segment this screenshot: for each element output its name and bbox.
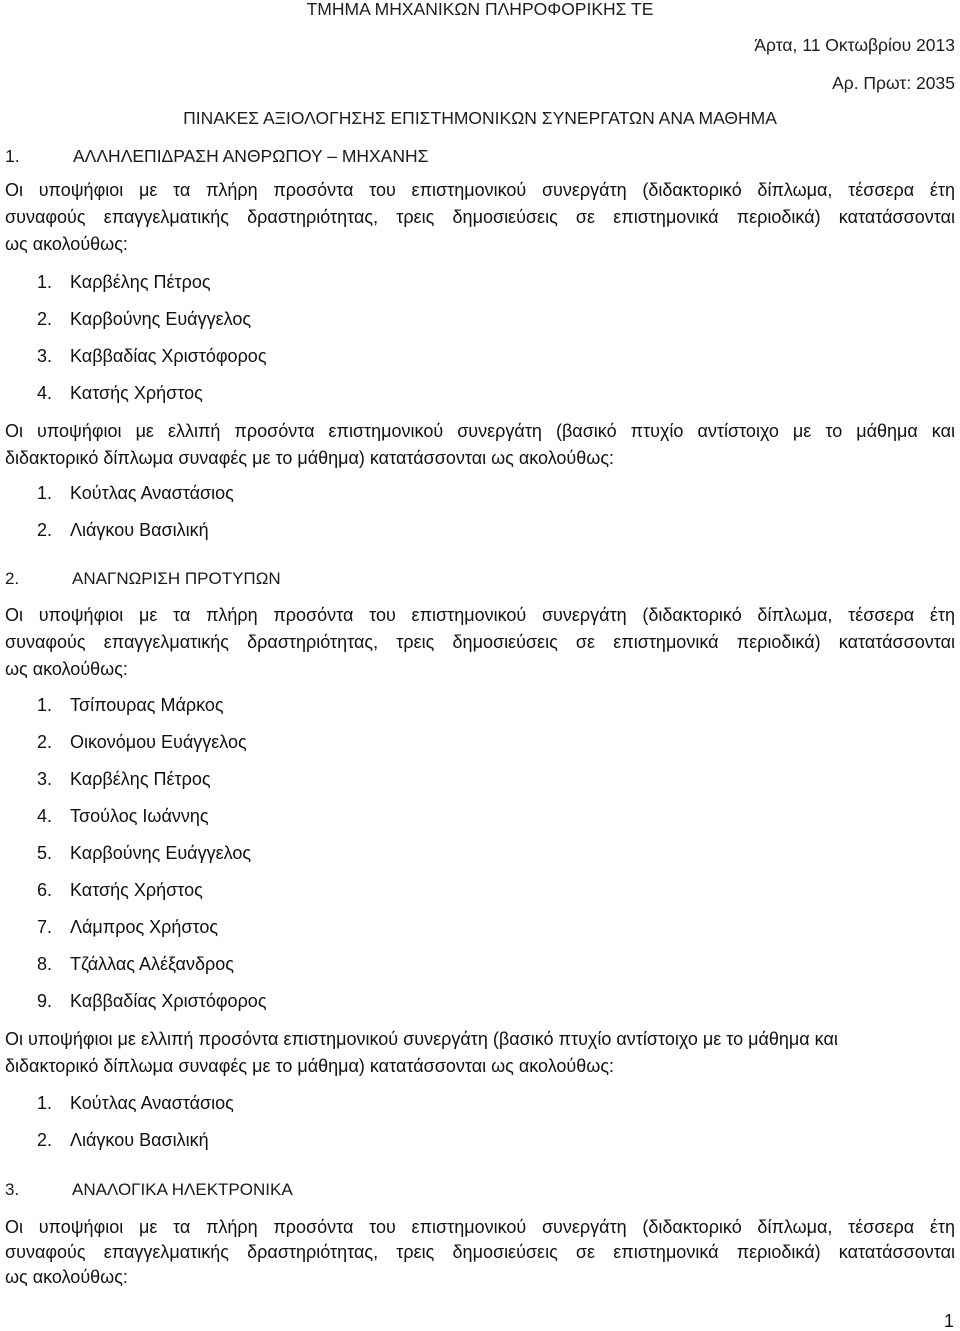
paragraph-line: συναφούς επαγγελματικής δραστηριότητας, τρεις δημοσιεύσεις σε επιστημονικά περιοδικά) κατατάσσονται bbox=[5, 207, 955, 227]
partial-qualifications-paragraph bbox=[5, 418, 955, 472]
candidate-list bbox=[0, 475, 960, 549]
paragraph-line: Οι υποψήφιοι με τα πλήρη προσόντα του επιστημονικού συνεργάτη (διδακτορικό δίπλωμα, τέσσερα έτη bbox=[5, 1217, 955, 1237]
candidate-item bbox=[0, 798, 960, 835]
full-qualifications-paragraph bbox=[5, 177, 955, 258]
candidate-item bbox=[0, 1085, 960, 1122]
candidate-rank: 4. bbox=[37, 383, 53, 403]
section-heading bbox=[0, 1176, 960, 1203]
candidate-name: Λιάγκου Βασιλική bbox=[70, 1130, 209, 1150]
paragraph-line: Οι υποψήφιοι με ελλιπή προσόντα επιστημονικού συνεργάτη (βασικό πτυχίο αντίστοιχο με το μάθημα και bbox=[5, 1029, 838, 1049]
section-number: 3. bbox=[5, 1180, 20, 1199]
candidate-name: Καρβούνης Ευάγγελος bbox=[70, 843, 252, 863]
paragraph-line: ως ακολούθως: bbox=[5, 234, 128, 254]
candidate-name: Οικονόμου Ευάγγελος bbox=[70, 732, 247, 752]
candidate-rank: 8. bbox=[37, 954, 53, 974]
course-name: ΑΝΑΛΟΓΙΚΑ ΗΛΕΚΤΡΟΝΙΚΑ bbox=[72, 1180, 293, 1199]
candidate-list bbox=[0, 264, 960, 412]
candidate-rank: 2. bbox=[37, 309, 53, 329]
full-qualifications-paragraph bbox=[5, 1215, 955, 1290]
candidate-name: Κατσής Χρήστος bbox=[70, 880, 203, 900]
partial-qualifications-paragraph bbox=[5, 1026, 955, 1080]
candidate-rank: 1. bbox=[37, 1093, 53, 1113]
candidate-rank: 5. bbox=[37, 843, 53, 863]
candidate-name: Καββαδίας Χριστόφορος bbox=[70, 346, 267, 366]
candidate-name: Λάμπρος Χρήστος bbox=[70, 917, 219, 937]
candidate-rank: 7. bbox=[37, 917, 53, 937]
protocol-number: Αρ. Πρωτ: 2035 bbox=[832, 73, 955, 93]
candidate-name: Κούτλας Αναστάσιος bbox=[70, 1093, 234, 1113]
candidate-rank: 1. bbox=[37, 483, 53, 503]
department-name: ΤΜΗΜΑ ΜΗΧΑΝΙΚΩΝ ΠΛΗΡΟΦΟΡΙΚΗΣ ΤΕ bbox=[306, 0, 654, 19]
candidate-item bbox=[0, 1122, 960, 1159]
candidate-rank: 1. bbox=[37, 272, 53, 292]
paragraph-line: ως ακολούθως: bbox=[5, 1267, 128, 1287]
paragraph-line: Οι υποψήφιοι με τα πλήρη προσόντα του επιστημονικού συνεργάτη (διδακτορικό δίπλωμα, τέσσερα έτη bbox=[5, 605, 955, 625]
candidate-item bbox=[0, 475, 960, 512]
candidate-item bbox=[0, 983, 960, 1020]
candidate-name: Τσίπουρας Μάρκος bbox=[70, 695, 224, 715]
candidate-item bbox=[0, 338, 960, 375]
candidate-rank: 1. bbox=[37, 695, 53, 715]
paragraph-line: διδακτορικό δίπλωμα συναφές με το μάθημα) κατατάσσονται ως ακολούθως: bbox=[5, 1056, 615, 1076]
candidate-item bbox=[0, 512, 960, 549]
full-qualifications-paragraph bbox=[5, 602, 955, 683]
candidate-name: Καρβέλης Πέτρος bbox=[70, 769, 211, 789]
candidate-name: Τσούλος Ιωάννης bbox=[70, 806, 209, 826]
candidate-item bbox=[0, 724, 960, 761]
candidate-rank: 2. bbox=[37, 1130, 53, 1150]
candidate-name: Καρβέλης Πέτρος bbox=[70, 272, 211, 292]
candidate-item bbox=[0, 835, 960, 872]
candidate-item bbox=[0, 909, 960, 946]
candidate-item bbox=[0, 946, 960, 983]
paragraph-line: ως ακολούθως: bbox=[5, 659, 128, 679]
candidate-rank: 4. bbox=[37, 806, 53, 826]
candidate-item bbox=[0, 687, 960, 724]
candidate-name: Κούτλας Αναστάσιος bbox=[70, 483, 234, 503]
candidate-rank: 2. bbox=[37, 732, 53, 752]
course-name: ΑΝΑΓΝΩΡΙΣΗ ΠΡΟΤΥΠΩΝ bbox=[72, 569, 281, 588]
paragraph-line: Οι υποψήφιοι με ελλιπή προσόντα επιστημονικού συνεργάτη (βασικό πτυχίο αντίστοιχο με το μάθημα και bbox=[5, 421, 955, 441]
candidate-rank: 9. bbox=[37, 991, 53, 1011]
paragraph-line: συναφούς επαγγελματικής δραστηριότητας, τρεις δημοσιεύσεις σε επιστημονικά περιοδικά) κατατάσσονται bbox=[5, 632, 955, 652]
candidate-name: Τζάλλας Αλέξανδρος bbox=[70, 954, 234, 974]
course-name: ΑΛΛΗΛΕΠΙΔΡΑΣΗ ΑΝΘΡΩΠΟΥ – ΜΗΧΑΝΗΣ bbox=[73, 146, 429, 166]
section-number: 2. bbox=[5, 569, 20, 588]
candidate-name: Κατσής Χρήστος bbox=[70, 383, 203, 403]
place-date: Άρτα, 11 Οκτωβρίου 2013 bbox=[754, 35, 955, 55]
candidate-item bbox=[0, 301, 960, 338]
candidate-list bbox=[0, 687, 960, 1020]
candidate-item bbox=[0, 761, 960, 798]
candidate-item bbox=[0, 264, 960, 301]
paragraph-line: Οι υποψήφιοι με τα πλήρη προσόντα του επιστημονικού συνεργάτη (διδακτορικό δίπλωμα, τέσσερα έτη bbox=[5, 180, 955, 200]
section-heading bbox=[0, 565, 960, 592]
candidate-name: Λιάγκου Βασιλική bbox=[70, 520, 209, 540]
candidate-rank: 3. bbox=[37, 769, 53, 789]
candidate-rank: 3. bbox=[37, 346, 53, 366]
paragraph-line: διδακτορικό δίπλωμα συναφές με το μάθημα) κατατάσσονται ως ακολούθως: bbox=[5, 448, 615, 468]
paragraph-line: συναφούς επαγγελματικής δραστηριότητας, τρεις δημοσιεύσεις σε επιστημονικά περιοδικά) κατατάσσονται bbox=[5, 1242, 955, 1262]
candidate-name: Καρβούνης Ευάγγελος bbox=[70, 309, 252, 329]
candidate-item bbox=[0, 872, 960, 909]
candidate-list bbox=[0, 1085, 960, 1159]
candidate-rank: 2. bbox=[37, 520, 53, 540]
section-number: 1. bbox=[5, 146, 20, 166]
candidate-item bbox=[0, 375, 960, 412]
document-title: ΠΙΝΑΚΕΣ ΑΞΙΟΛΟΓΗΣΗΣ ΕΠΙΣΤΗΜΟΝΙΚΩΝ ΣΥΝΕΡΓΑΤΩΝ ΑΝΑ ΜΑΘΗΜΑ bbox=[183, 108, 777, 128]
candidate-rank: 6. bbox=[37, 880, 53, 900]
candidate-name: Καββαδίας Χριστόφορος bbox=[70, 991, 267, 1011]
page-number: 1 bbox=[943, 1311, 954, 1331]
section-heading bbox=[0, 143, 960, 170]
